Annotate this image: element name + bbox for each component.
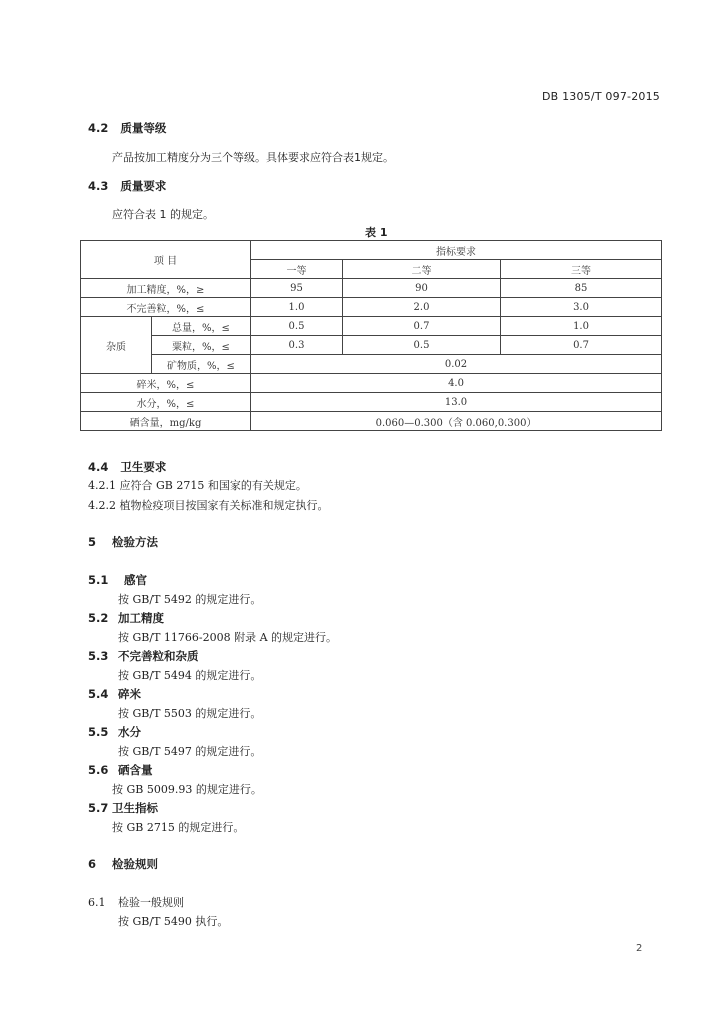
section-title: 检验方法 — [112, 535, 159, 549]
document-code: DB 1305/T 097-2015 — [542, 90, 660, 103]
cell-value: 0.5 — [251, 317, 343, 336]
row-label: 总量，%，≤ — [152, 317, 251, 336]
cell-value: 0.3 — [251, 336, 343, 355]
section-title: 硒含量 — [118, 763, 153, 777]
section-6-1-body: 按 GB/T 5490 执行。 — [118, 915, 229, 928]
section-4-4-line-2: 4.2.2 植物检疫项目按国家有关标准和规定执行。 — [88, 499, 329, 512]
row-label: 矿物质，%，≤ — [152, 355, 251, 374]
cell-value: 3.0 — [501, 298, 662, 317]
section-6-1-heading — [88, 894, 184, 910]
section-5-1-heading — [88, 572, 147, 588]
cell-value: 0.7 — [501, 336, 662, 355]
section-number: 5.4 — [88, 687, 109, 701]
requirement-header: 指标要求 — [251, 241, 662, 260]
cell-value: 4.0 — [251, 374, 662, 393]
section-number: 5.3 — [88, 649, 109, 663]
section-5-6-body: 按 GB 5009.93 的规定进行。 — [112, 783, 262, 796]
section-title: 水分 — [118, 725, 141, 739]
section-title: 检验一般规则 — [118, 896, 184, 909]
section-title: 碎米 — [118, 687, 141, 701]
row-label: 碎米，%，≤ — [81, 374, 251, 393]
section-4-4-line-1: 4.2.1 应符合 GB 2715 和国家的有关规定。 — [88, 479, 307, 492]
section-4-3-heading — [88, 178, 166, 194]
section-5-2-heading — [88, 610, 164, 626]
impurity-group-label: 杂质 — [81, 317, 152, 374]
section-number: 5.7 — [88, 801, 109, 815]
section-5-5-heading — [88, 724, 141, 740]
section-5-4-heading — [88, 686, 141, 702]
cell-value: 0.060—0.300（含 0.060,0.300） — [251, 412, 662, 431]
section-title: 质量等级 — [120, 121, 167, 135]
table-row — [81, 355, 662, 374]
section-number: 4.2 — [88, 121, 109, 135]
table-row — [81, 298, 662, 317]
row-label: 硒含量，mg/kg — [81, 412, 251, 431]
section-5-4-body: 按 GB/T 5503 的规定进行。 — [118, 707, 262, 720]
section-5-3-heading — [88, 648, 199, 664]
section-5-heading — [88, 534, 158, 550]
section-title: 检验规则 — [112, 857, 159, 871]
grade-header: 二等 — [343, 260, 501, 279]
table-row — [81, 336, 662, 355]
table-row — [81, 374, 662, 393]
table-row — [81, 412, 662, 431]
section-5-3-body: 按 GB/T 5494 的规定进行。 — [118, 669, 262, 682]
section-number: 6.1 — [88, 896, 106, 909]
cell-value: 85 — [501, 279, 662, 298]
section-title: 质量要求 — [120, 179, 167, 193]
cell-value: 13.0 — [251, 393, 662, 412]
item-header: 项 目 — [81, 241, 251, 279]
section-title: 卫生要求 — [120, 460, 167, 474]
section-number: 5.6 — [88, 763, 109, 777]
quality-table — [80, 240, 662, 431]
cell-value: 1.0 — [251, 298, 343, 317]
table-caption: 表 1 — [365, 226, 388, 239]
section-5-7-body: 按 GB 2715 的规定进行。 — [112, 821, 245, 834]
cell-value: 1.0 — [501, 317, 662, 336]
row-label: 粟粒，%，≤ — [152, 336, 251, 355]
table-row — [81, 393, 662, 412]
section-6-heading — [88, 856, 158, 872]
section-number: 5.1 — [88, 573, 109, 587]
cell-value: 90 — [343, 279, 501, 298]
section-title: 加工精度 — [118, 611, 164, 625]
row-label: 水分，%，≤ — [81, 393, 251, 412]
section-4-2-body: 产品按加工精度分为三个等级。具体要求应符合表1规定。 — [112, 151, 394, 164]
cell-value: 0.02 — [251, 355, 662, 374]
section-4-4-heading — [88, 459, 166, 475]
grade-header: 三等 — [501, 260, 662, 279]
row-label: 不完善粒，%，≤ — [81, 298, 251, 317]
section-title: 不完善粒和杂质 — [118, 649, 199, 663]
section-5-6-heading — [88, 762, 153, 778]
section-number: 5 — [88, 535, 97, 549]
section-number: 4.4 — [88, 460, 109, 474]
section-4-3-body: 应符合表 1 的规定。 — [112, 208, 214, 221]
cell-value: 2.0 — [343, 298, 501, 317]
section-number: 4.3 — [88, 179, 109, 193]
section-number: 6 — [88, 857, 97, 871]
section-number: 5.5 — [88, 725, 109, 739]
row-label: 加工精度，%，≥ — [81, 279, 251, 298]
section-title: 卫生指标 — [112, 801, 158, 815]
section-5-7-heading — [88, 800, 158, 816]
section-5-5-body: 按 GB/T 5497 的规定进行。 — [118, 745, 262, 758]
grade-header: 一等 — [251, 260, 343, 279]
table-row — [81, 317, 662, 336]
cell-value: 95 — [251, 279, 343, 298]
page-number: 2 — [636, 943, 643, 954]
cell-value: 0.7 — [343, 317, 501, 336]
section-number: 5.2 — [88, 611, 109, 625]
cell-value: 0.5 — [343, 336, 501, 355]
section-4-2-heading — [88, 120, 166, 136]
section-title: 感官 — [124, 573, 147, 587]
table-row — [81, 279, 662, 298]
section-5-1-body: 按 GB/T 5492 的规定进行。 — [118, 593, 262, 606]
section-5-2-body: 按 GB/T 11766-2008 附录 A 的规定进行。 — [118, 631, 338, 644]
